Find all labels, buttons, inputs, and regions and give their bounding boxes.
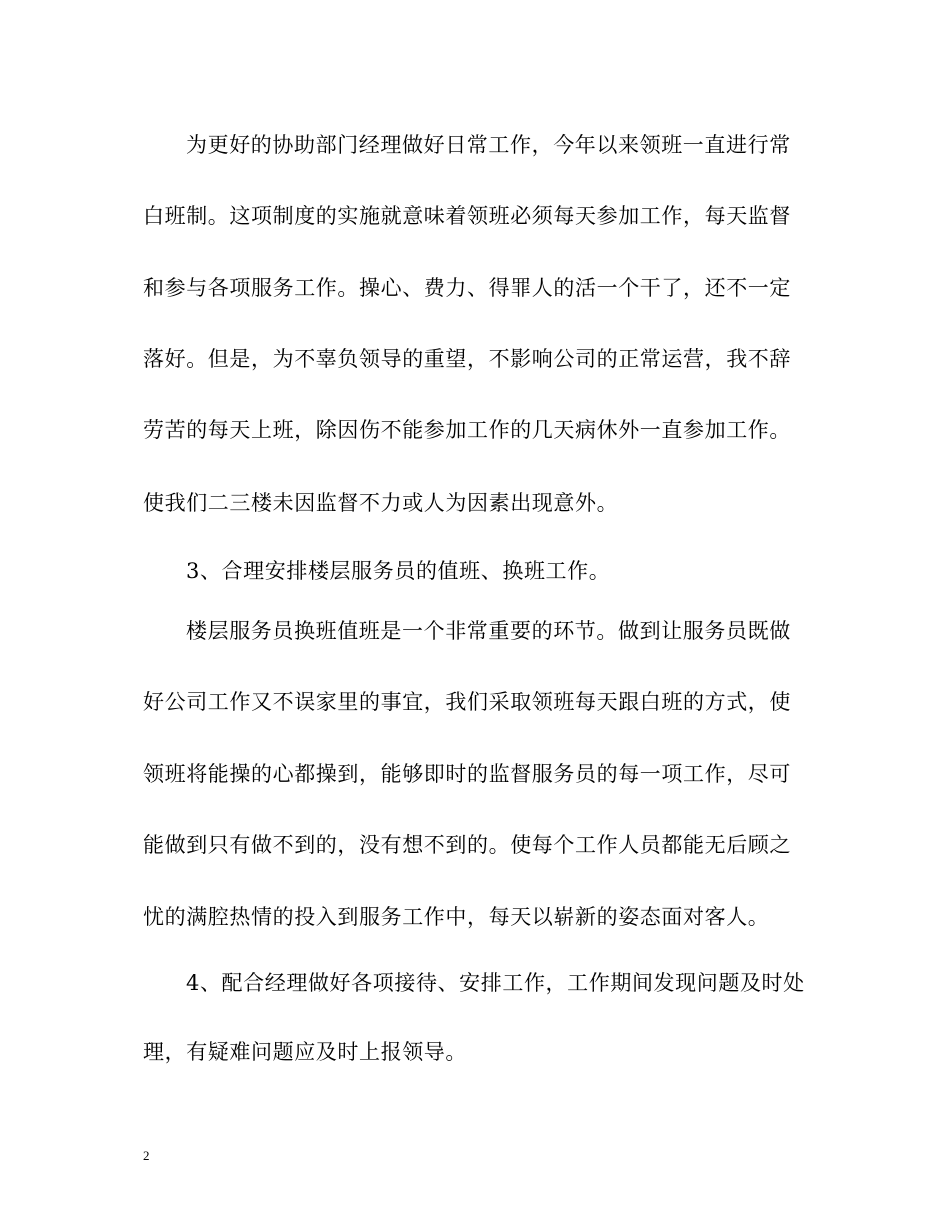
text-line: 楼层服务员换班值班是一个非常重要的环节。做到让服务员既做 xyxy=(186,619,791,643)
text-line: 领班将能操的心都操到，能够即时的监督服务员的每一项工作，尽可 xyxy=(143,762,791,786)
section-heading: 4、配合经理做好各项接待、安排工作，工作期间发现问题及时处 xyxy=(186,971,805,995)
text-line: 劳苦的每天上班，除因伤不能参加工作的几天病休外一直参加工作。 xyxy=(143,418,791,442)
text-line: 好公司工作又不误家里的事宜，我们采取领班每天跟白班的方式，使 xyxy=(143,690,791,714)
text-line: 和参与各项服务工作。操心、费力、得罪人的活一个干了，还不一定 xyxy=(143,276,791,300)
text-line: 理，有疑难问题应及时上报领导。 xyxy=(143,1040,467,1064)
text-line: 为更好的协助部门经理做好日常工作，今年以来领班一直进行常 xyxy=(186,133,791,157)
text-line: 白班制。这项制度的实施就意味着领班必须每天参加工作，每天监督 xyxy=(143,204,791,228)
text-line: 忧的满腔热情的投入到服务工作中，每天以崭新的姿态面对客人。 xyxy=(143,905,770,929)
text-line: 落好。但是，为不辜负领导的重望，不影响公司的正常运营，我不辞 xyxy=(143,347,791,371)
section-heading: 3、合理安排楼层服务员的值班、换班工作。 xyxy=(186,559,611,583)
page-number: 2 xyxy=(143,1148,150,1163)
text-line: 能做到只有做不到的，没有想不到的。使每个工作人员都能无后顾之 xyxy=(143,833,791,857)
text-line: 使我们二三楼未因监督不力或人为因素出现意外。 xyxy=(143,491,619,515)
